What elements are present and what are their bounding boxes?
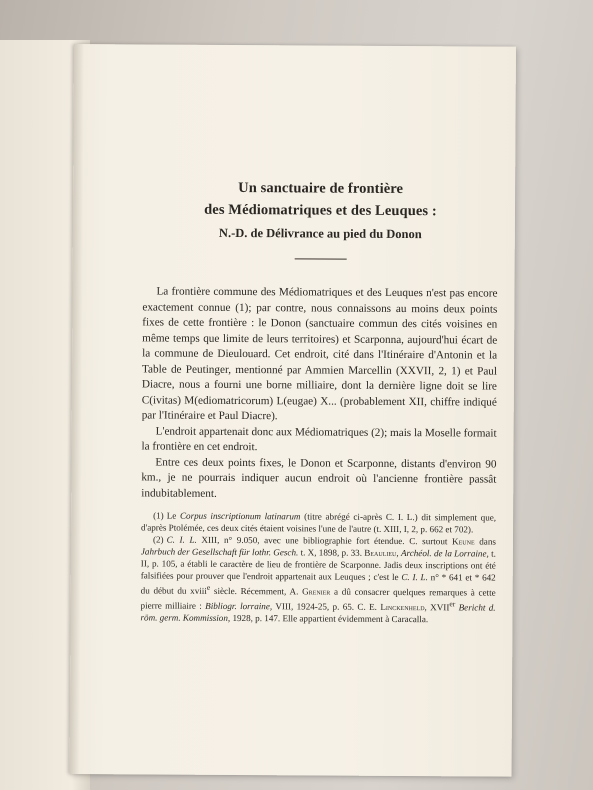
footnote-2-sup-e: e [206, 582, 211, 592]
paragraph-3: Entre ces deux points fixes, le Donon et Scarponne, distants d'environ 90 km., je ne pourrais indiquer aucun endroit où l'ancienne frontière passât indubitablement. [141, 456, 497, 500]
footnote-2 [140, 533, 496, 625]
footnote-2-text-i: t. II, p. 105, a établi le caractère de lieu de frontière de Scarponne. Jadis deux inscriptions ont été falsifiées pour prouver que l'endroit appartenait aux Leuques ; c'est le [140, 548, 496, 582]
footnote-1-title: Corpus inscriptionum latinarum [179, 510, 301, 522]
footnote-2-text-o: a dû consacrer quelques remarques à cette pierre milliaire : [140, 586, 496, 611]
footnote-2-mark: (2) [152, 534, 164, 545]
footnote-2-sup-er: er [449, 599, 456, 609]
footnote-2-author-beaulieu: Beaulieu, [364, 547, 399, 558]
footnotes [140, 509, 496, 625]
page-content [140, 176, 498, 625]
footnote-2-cil-2: C. I. L. [401, 572, 428, 583]
body-text [141, 284, 497, 503]
title-line-2: des Médiomatriques et des Leuques : [204, 201, 437, 220]
paragraph-1: La frontière commune des Médiomatriques et des Leuques n'est pas encore exactement connue (1); par contre, nous connaissons au moins deux points fixes de cette frontière : le Donon (sanctuaire commun des cités voisines en même temps que limite de leurs territoires) et Scarponna, aujourd'hui écart de la commune de Dieulouard. Cet endroit, cité dans l'Itinéraire d'Antonin et la Table de Peutinger, mentionné par Ammien Marcellin (XXVII, 2, 1) et Paul Diacre, nous a fourni une borne milliaire, dont la dernière ligne doit se lire C(ivitas) M(ediomatricorum) L(eugae) X... (probablement XII, chiffre indiqué par l'Itinéraire et Paul Diacre). [141, 285, 498, 423]
footnote-2-jahrbuch: Jahrbuch der Gesellschaft für lothr. Gesch. [140, 546, 299, 558]
footnote-1-text-a: Le [166, 510, 177, 521]
footnote-1-mark: (1) [153, 510, 164, 521]
footnote-2-bibliogr: Bibliogr. lorraine, [205, 600, 273, 612]
title-rule [294, 258, 346, 259]
document-page [70, 44, 516, 777]
footnote-2-author-grenier: Grenier [302, 586, 331, 597]
subtitle: N.-D. de Délivrance au pied du Donon [218, 225, 422, 242]
footnote-2-text-f: t. X, 1898, p. 33. [300, 547, 363, 558]
footnote-2-text-d: dans [479, 536, 496, 547]
footnote-2-archeol: Archéol. de la Lorraine, [400, 548, 489, 559]
page-title [143, 176, 498, 245]
paragraph-2: L'endroit appartenait donc aux Médiomatriques (2); mais la Moselle formait la frontière en cet endroit. [141, 425, 497, 454]
footnote-2-bericht: Bericht d. röm. germ. Kommission, [140, 602, 496, 624]
footnote-2-text-k: n° * 641 et * 642 du début du xviii [140, 572, 496, 596]
footnote-2-author-linckenheld: Linckenheld, [380, 601, 427, 613]
footnote-2-text-q: VIII, 1924-25, p. 65. C. E. [275, 601, 378, 612]
footnote-1-text-c: (titre abrégé ci-après C. I. L.) dit simplement que, d'après Ptolémée, ces deux cités étaient voisines l'une de l'autre (t. XIII, I, 2, p. 662 et 702). [141, 511, 497, 535]
title-line-1: Un sanctuaire de frontière [238, 180, 404, 198]
footnote-2-text-m: siècle. Récemment, A. [213, 585, 299, 597]
footnote-2-author-keune: Keune [452, 536, 475, 547]
footnote-2-cil: C. I. L. [166, 534, 197, 545]
footnote-2-text-b: XIII, n° 9.050, avec une bibliographie fort étendue. C. surtout [201, 534, 448, 547]
footnote-1 [141, 509, 496, 535]
footnote-2-text-s: XVII [430, 602, 450, 613]
footnote-2-text-v: 1928, p. 147. Elle appartient évidemment à Caracalla. [232, 613, 429, 625]
